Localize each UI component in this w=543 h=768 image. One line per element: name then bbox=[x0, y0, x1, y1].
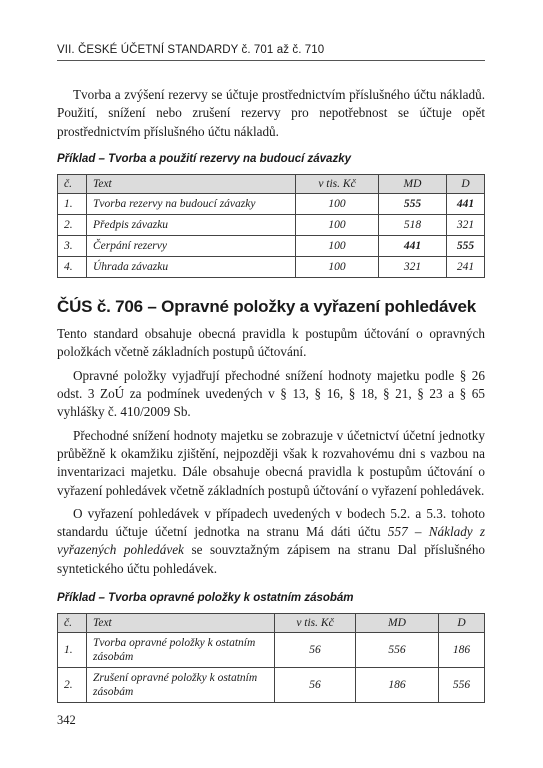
section-title: ČÚS č. 706 – Opravné položky a vyřazení pohledávek bbox=[57, 297, 476, 317]
paragraph-3: Přechodné snížení hodnoty majetku se zobrazuje v účetnictví účetní jednotky průběžně k okamžiku zjištění, nejpozději však k rozvahovému dni s vazbou na inventarizaci majetku. Dále obsahuje obecná pravidla k postupům účtování o vyřazení pohledávek včetně základních postupů účtování o vyřazení pohledávek. bbox=[57, 427, 485, 498]
cell-md: 441 bbox=[379, 236, 447, 257]
intro-paragraph: Tvorba a zvýšení rezervy se účtuje prostřednictvím příslušného účtu nákladů. Použití, snížení nebo zrušení rezervy pro nepotřebnost se účtuje opět prostřednictvím příslušného účtu nákladů. bbox=[57, 87, 485, 139]
paragraph-4-text-b: se souvztažným zápisem na stranu Dal příslušného syntetického účtu pohledávek. bbox=[57, 542, 486, 576]
paragraph-1: Tento standard obsahuje obecná pravidla k postupům účtování o opravných položkách včetně základních postupů účtování. bbox=[57, 326, 485, 360]
table-row bbox=[58, 236, 485, 257]
col-header-number: č. bbox=[58, 614, 87, 633]
cell-md: 186 bbox=[356, 668, 439, 703]
page-number: 342 bbox=[57, 713, 76, 727]
cell-number: 1. bbox=[58, 194, 87, 215]
cell-number: 2. bbox=[58, 668, 87, 703]
paragraph-4 bbox=[57, 505, 485, 578]
col-header-text: Text bbox=[87, 614, 275, 633]
table-row bbox=[58, 668, 485, 703]
cell-d: 321 bbox=[447, 215, 485, 236]
page-body bbox=[57, 86, 485, 703]
example1-table bbox=[57, 174, 485, 278]
cell-d: 556 bbox=[439, 668, 485, 703]
cell-md: 518 bbox=[379, 215, 447, 236]
cell-text: Tvorba rezervy na budoucí závazky bbox=[87, 194, 296, 215]
cell-text: Úhrada závazku bbox=[87, 257, 296, 278]
cell-amount: 56 bbox=[275, 668, 356, 703]
cell-md: 555 bbox=[379, 194, 447, 215]
cell-text: Čerpání rezervy bbox=[87, 236, 296, 257]
table-header-row bbox=[58, 175, 485, 194]
cell-number: 1. bbox=[58, 633, 87, 668]
table-row bbox=[58, 215, 485, 236]
table-row bbox=[58, 194, 485, 215]
cell-text: Předpis závazku bbox=[87, 215, 296, 236]
example1-title: Příklad – Tvorba a použití rezervy na budoucí závazky bbox=[57, 152, 351, 165]
page-header: VII. ČESKÉ ÚČETNÍ STANDARDY č. 701 až č. 710 bbox=[57, 44, 485, 61]
cell-d: 186 bbox=[439, 633, 485, 668]
cell-d: 241 bbox=[447, 257, 485, 278]
cell-md: 556 bbox=[356, 633, 439, 668]
table-row bbox=[58, 633, 485, 668]
cell-text: Zrušení opravné položky k ostatním zásobám bbox=[87, 668, 275, 703]
cell-number: 2. bbox=[58, 215, 87, 236]
col-header-number: č. bbox=[58, 175, 87, 194]
col-header-d: D bbox=[447, 175, 485, 194]
cell-number: 3. bbox=[58, 236, 87, 257]
table-header-row bbox=[58, 614, 485, 633]
cell-d: 555 bbox=[447, 236, 485, 257]
col-header-md: MD bbox=[379, 175, 447, 194]
cell-d: 441 bbox=[447, 194, 485, 215]
cell-amount: 100 bbox=[296, 236, 379, 257]
col-header-amount: v tis. Kč bbox=[275, 614, 356, 633]
cell-text: Tvorba opravné položky k ostatním zásobám bbox=[87, 633, 275, 668]
paragraph-4-text-a: O vyřazení pohledávek v případech uvedených v bodech 5.2. a 5.3. tohoto standardu účtuje účetní jednotka na stranu Má dáti účtu bbox=[57, 505, 485, 540]
col-header-md: MD bbox=[356, 614, 439, 633]
col-header-amount: v tis. Kč bbox=[296, 175, 379, 194]
col-header-d: D bbox=[439, 614, 485, 633]
cell-md: 321 bbox=[379, 257, 447, 278]
cell-number: 4. bbox=[58, 257, 87, 278]
table-row bbox=[58, 257, 485, 278]
cell-amount: 100 bbox=[296, 215, 379, 236]
cell-amount: 56 bbox=[275, 633, 356, 668]
cell-amount: 100 bbox=[296, 194, 379, 215]
cell-amount: 100 bbox=[296, 257, 379, 278]
example2-title: Příklad – Tvorba opravné položky k ostatním zásobám bbox=[57, 592, 354, 605]
example2-table bbox=[57, 613, 485, 703]
paragraph-4-account: 557 – Náklady z vyřazených pohledávek bbox=[57, 524, 485, 558]
col-header-text: Text bbox=[87, 175, 296, 194]
paragraph-2: Opravné položky vyjadřují přechodné snížení hodnoty majetku podle § 26 odst. 3 ZoÚ za podmínek uvedených v § 13, § 16, § 18, § 21, § 23 a § 65 vyhlášky č. 410/2009 Sb. bbox=[57, 367, 485, 420]
